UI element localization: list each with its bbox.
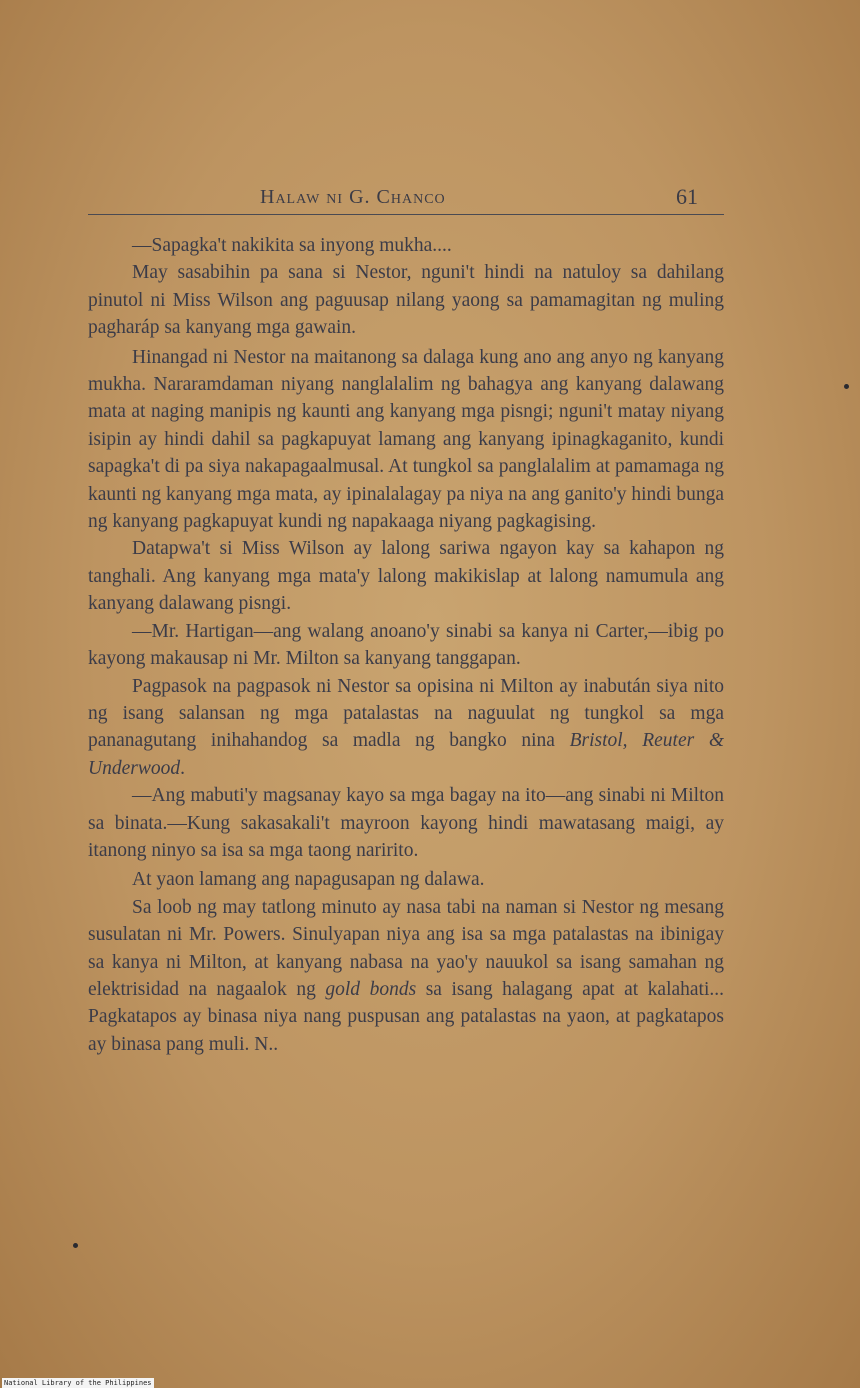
page-header: [88, 182, 724, 216]
body-text: [88, 232, 724, 1058]
paragraph-5: —Mr. Hartigan—ang walang anoano'y sinabi sa kanya ni Carter,—ibig po kayong makausap ni Mr. Milton sa kanyang tanggapan.: [88, 620, 724, 670]
paragraph-4: Datapwa't si Miss Wilson ay lalong sariwa ngayon kay sa kahapon ng tanghali. Ang kanyang mga mata'y lalong makikislap at lalong namumula ang kanyang dalawang pisngi.: [88, 538, 724, 615]
header-rule: [88, 214, 724, 215]
paragraph-3: Hinangad ni Nestor na maitanong sa dalaga kung ano ang anyo ng kanyang mukha. Nararamdaman niyang nanglalalim ng bahagya ang kanyang dalawang mata at naging manipis ng kaunti ang kanyang mga pisngi; nguni't matay niyang isipin ay hindi dahil sa pagkapuyat lamang ang kanyang ipinagkaganito, kundi sapagka't di pa siya nakapagaalmusal. At tungkol sa panglalalim at pamamaga ng kaunti ng kanyang mga mata, ay ipinalalagay pa niya na ang ganito'y hindi bunga ng kanyang pagkapuyat kundi ng napakaaga niyang pagkagising.: [88, 346, 724, 533]
running-head: Halaw ni G. Chanco: [260, 186, 446, 208]
paragraph-2: May sasabihin pa sana si Nestor, nguni't hindi na natuloy sa dahilang pinutol ni Miss Wilson ang paguusap nilang yaong sa pamamagitan ng muling pagharáp sa kanyang mga gawain.: [88, 262, 724, 339]
paragraph-9-text: Sa loob ng may tatlong minuto ay nasa tabi na naman si Nestor ng mesang susulatan ni Mr. Powers. Sinulyapan niya ang isa sa mga patalastas na ibinigay sa kanya ni Milton, at kanyang nabasa na yao'y nauukol sa isang samahan ng elektrisidad na nagaalok ng: [88, 896, 724, 1000]
paragraph-8: At yaon lamang ang napagusapan ng dalawa.: [132, 869, 485, 891]
paragraph-9: [88, 894, 724, 1058]
paragraph-1: —Sapagka't nakikita sa inyong mukha....: [132, 235, 452, 256]
paragraph-6: Pagpasok na pagpasok ni Nestor sa opisina ni Milton ay inabután siya nito ng isang salansan ng mga patalastas na naguulat ng tungkol sa mga pananagutang inihahandog sa madla ng bangko nina Bristol, Reuter & Underwood.: [88, 675, 724, 779]
paragraph-9-tail: sa isang halagang apat at kalahati... Pagkatapos ay binasa niya nang puspusan ang patalastas na yaon, at pagkatapos ay binasa pang muli. N..: [88, 978, 725, 1055]
bank-names: Bristol, Reuter & Underwood: [88, 730, 724, 779]
library-stamp: National Library of the Philippines: [4, 1379, 152, 1387]
gold-bonds-term: gold bonds: [325, 978, 417, 1000]
page-number: 61: [676, 184, 698, 209]
ink-speck: [73, 1243, 78, 1248]
paragraph-7: —Ang mabuti'y magsanay kayo sa mga bagay na ito—ang sinabi ni Milton sa binata.—Kung sakasakali't mayroon kayong hindi mawatasang maigi, ay itanong ninyo sa isa sa mga taong naririto.: [88, 785, 724, 861]
ink-speck: [844, 384, 849, 389]
paragraph-6-text: Pagpasok na pagpasok ni Nestor sa opisina ni Milton ay inabután siya nito ng isang salansan ng mga patalastas na naguulat ng tungkol sa mga pananagutang inihahandog sa madla ng bangko nina: [88, 675, 724, 752]
